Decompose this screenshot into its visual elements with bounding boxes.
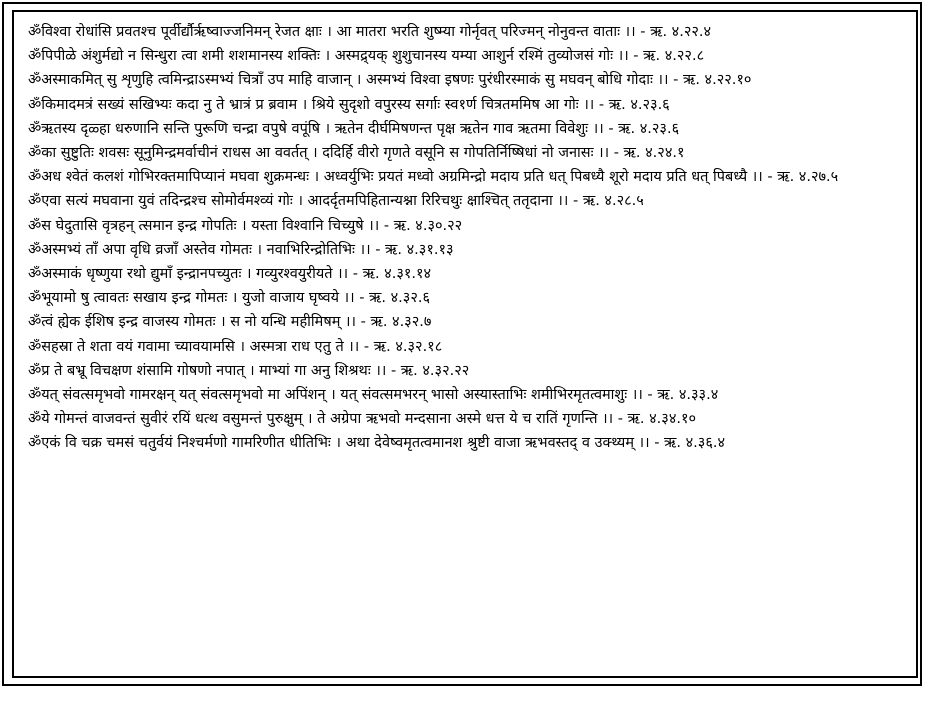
verse-line: ॐप्र ते बभ्रू विचक्षण शंसामि गोषणो नपात् । माभ्यां गा अनु शिश्रथः ।। - ऋ. ४.३२.२२ — [28, 362, 470, 379]
verse-line: ॐएवा सत्यं मघवाना युवं तदिन्द्रश्च सोमोर्वमश्व्यं गोः । आदर्दृतमपिहितान्यश्ना रिरिचथुः क्षाश्चित् ततृदाना ।। - ऋ. ४.२८.५ — [28, 193, 644, 210]
verse-line: ॐत्वं ह्येक ईशिष इन्द्र वाजस्य गोमतः । स नो यन्धि महीमिषम् ।। - ऋ. ४.३२.७ — [28, 314, 432, 331]
verse-line: ॐयत् संवत्समृभवो गामरक्षन् यत् संवत्समृभवो मा अपिंशन् । यत् संवत्समभरन् भासो अस्यास्ताभिः शमीभिरमृतत्वमाशुः ।। - ऋ. ४.३३.४ — [28, 387, 719, 404]
verse-line: ॐविश्वा रोधांसि प्रवतश्च पूर्वीर्द्यौरृष्वाज्जनिमन् रेजत क्षाः । आ मातरा भरति शुष्म्या गोर्नृवत् परिज्मन् नोनुवन्त वाताः ।। - ऋ. ४.२२.४ — [28, 24, 712, 40]
verse-line: ॐअस्माकं धृष्णुया रथो द्युमाँ इन्द्रानपच्युतः । गव्युरश्वयुरीयते ।। - ऋ. ४.३१.१४ — [28, 266, 432, 283]
verse-line: ॐसहस्रा ते शता वयं गवामा च्यावयामसि । अस्मत्रा राध एतु ते ।। - ऋ. ४.३२.१८ — [28, 338, 443, 355]
verse-line: ॐअध श्वेतं कलशं गोभिरक्तमापिप्यानं मघवा शुक्रमन्धः । अध्वर्युभिः प्रयतं मध्वो अग्रमिन्द्रो मदाय प्रति धत् पिबध्यै शूरो मदाय प्रति धत् पिबध्यै ।। - ऋ. ४.२७.५ — [28, 169, 839, 186]
verse-line: ॐये गोमन्तं वाजवन्तं सुवीरं रयिं धत्थ वसुमन्तं पुरुक्षुम् । ते अग्रेपा ऋभवो मन्दसाना अस्मे धत्त ये च रातिं गृणन्ति ।। - ऋ. ४.३४.१० — [28, 411, 697, 428]
verse-list — [28, 20, 924, 456]
verse-line: ॐकिमादमत्रं सख्यं सखिभ्यः कदा नु ते भ्रात्रं प्र ब्रवाम । श्रिये सुदृशो वपुरस्य सर्गाः स्व१र्ण चित्रतममिष आ गोः ।। - ऋ. ४.२३.६ — [28, 96, 670, 113]
verse-line: ॐपिपीळे अंशुर्मद्यो न सिन्धुरा त्वा शमी शशमानस्य शक्तिः । अस्मद्र्यक् शुशुचानस्य यम्या आशुर्न रश्मिं तुव्योजसं गोः ।। - ऋ. ४.२२.८ — [28, 48, 705, 65]
verse-line: ॐभूयामो षु त्वावतः सखाय इन्द्र गोमतः । युजो वाजाय घृष्वये ।। - ऋ. ४.३२.६ — [28, 290, 431, 307]
page-inner-border — [12, 10, 918, 678]
verse-line: ॐऋतस्य दृळ्हा धरुणानि सन्ति पुरूणि चन्द्रा वपुषे वपूंषि । ऋतेन दीर्घमिषणन्त पृक्ष ऋतेन गाव ऋतमा विवेशुः ।। - ऋ. ४.२३.६ — [28, 120, 680, 137]
verse-line: ॐअस्माकमित् सु शृणुहि त्वमिन्द्राऽस्मभ्यं चित्राँ उप माहि वाजान् । अस्मभ्यं विश्वा इषणः पुरंधीरस्माकं सु मघवन् बोधि गोदाः ।। - ऋ. ४.२२.१० — [28, 72, 752, 89]
verse-line: ॐस घेदुतासि वृत्रहन् त्समान इन्द्र गोपतिः । यस्ता विश्वानि चिच्युषे ।। - ऋ. ४.३०.२२ — [28, 217, 463, 234]
verse-line: ॐका सुष्टुतिः शवसः सूनुमिन्द्रमर्वाचीनं राधस आ ववर्तत् । ददिर्हि वीरो गृणते वसूनि स गोपतिर्निष्षिधां नो जनासः ।। - ऋ. ४.२४.१ — [28, 145, 685, 162]
verse-line: ॐएकं वि चक्र चमसं चतुर्वयं निश्चर्मणो गामरिणीत धीतिभिः । अथा देवेष्वमृतत्वमानश श्रुष्टी वाजा ऋभवस्तद् व उक्थ्यम् ।। - ऋ. ४.३६.४ — [28, 435, 726, 452]
verse-line: ॐअस्मभ्यं ताँ अपा वृधि व्रजाँ अस्तेव गोमतः । नवाभिरिन्द्रोतिभिः ।। - ऋ. ४.३१.१३ — [28, 241, 454, 258]
page-outer-border — [2, 2, 922, 686]
